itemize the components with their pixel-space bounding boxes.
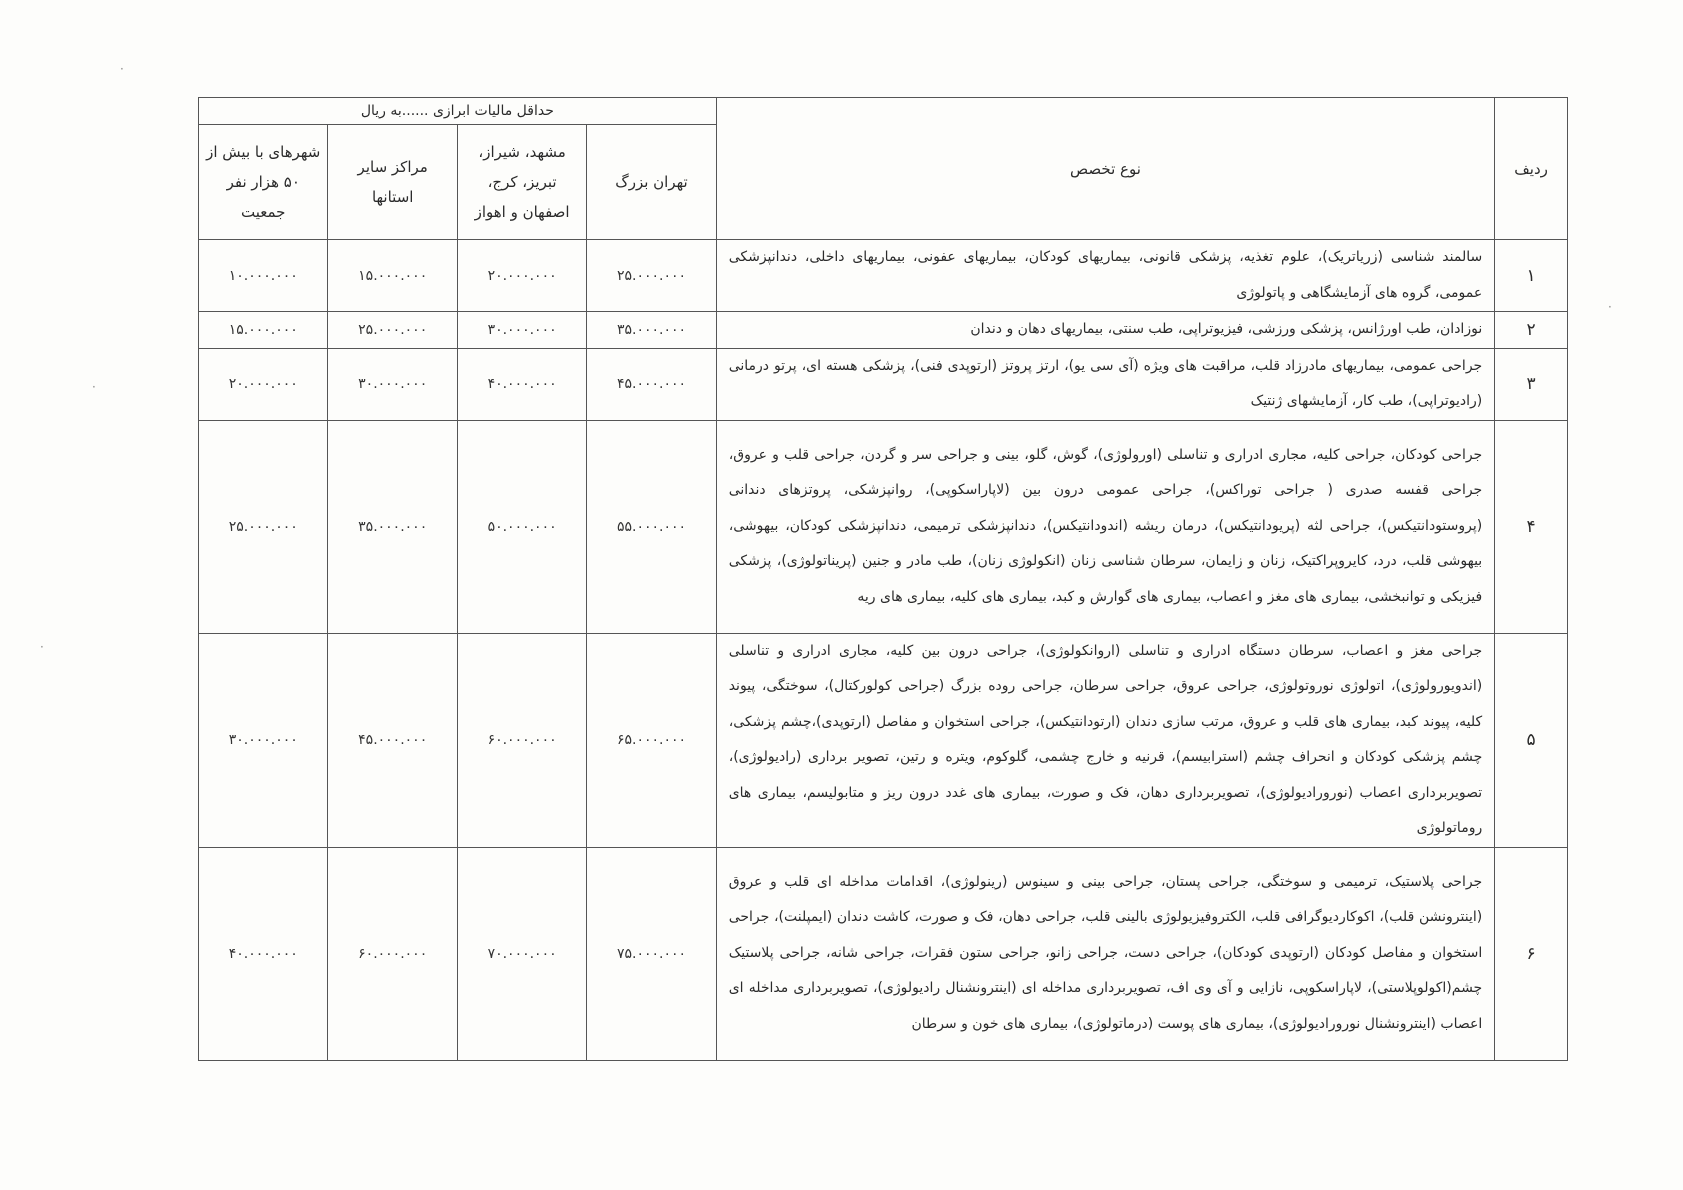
specialty-cell: جراحی مغز و اعصاب، سرطان دستگاه ادراری و تناسلی (اروانکولوژی)، جراحی درون بین کلیه، مجاری ادراری و تناسلی (اندویورولوژی)، اتولوژی نوروتولوژی، جراحی عروق، جراحی سرطان، جراحی روده بزرگ (جراحی کولورکتال)، سوختگی، پیوند کلیه، پیوند کبد، بیماری های قلب و عروق، مرتب سازی دندان (ارتودانتیکس)، جراحی استخوان و مفاصل (ارتوپدی)،چشم پزشکی، چشم پزشکی کودکان و انحراف چشم (استرابیسم)، قرنیه و خارج چشمی، گلوکوم، ویتره و رتین، تصویر برداری (رادیولوژی)، تصویربرداری اعصاب (نورورادیولوژی)، تصویربرداری دهان، فک و صورت، بیماری های غدد درون ریز و متابولیسم، بیماری های روماتولوژی	[716, 633, 1495, 847]
amount-cities-50k: ۱۵.۰۰۰.۰۰۰	[199, 312, 328, 349]
amount-cities-50k: ۲۰.۰۰۰.۰۰۰	[199, 348, 328, 420]
amount-cities-50k: ۴۰.۰۰۰.۰۰۰	[199, 847, 328, 1060]
row-number: ۲	[1495, 312, 1568, 349]
amount-tehran: ۳۵.۰۰۰.۰۰۰	[587, 312, 716, 349]
amount-tehran: ۲۵.۰۰۰.۰۰۰	[587, 240, 716, 312]
scan-speck: ·	[92, 380, 96, 394]
amount-provincial-centers: ۳۰.۰۰۰.۰۰۰	[328, 348, 457, 420]
table-row	[199, 348, 1568, 420]
header-provincial-centers: مراکز سایر استانها	[328, 125, 457, 240]
row-number: ۳	[1495, 348, 1568, 420]
amount-major-cities: ۷۰.۰۰۰.۰۰۰	[457, 847, 586, 1060]
header-specialty: نوع تخصص	[716, 98, 1495, 240]
header-major-cities: مشهد، شیراز، تبریز، کرج، اصفهان و اهواز	[457, 125, 586, 240]
header-tehran: تهران بزرگ	[587, 125, 716, 240]
amount-cities-50k: ۲۵.۰۰۰.۰۰۰	[199, 420, 328, 633]
amount-major-cities: ۴۰.۰۰۰.۰۰۰	[457, 348, 586, 420]
table-row	[199, 420, 1568, 633]
header-row-top	[199, 98, 1568, 125]
table-row	[199, 312, 1568, 349]
specialty-cell: سالمند شناسی (زریاتریک)، علوم تغذیه، پزشکی قانونی، بیماریهای کودکان، بیماریهای عفونی، بیماریهای داخلی، دندانپزشکی عمومی، گروه های آزمایشگاهی و پاتولوژی	[716, 240, 1495, 312]
amount-provincial-centers: ۴۵.۰۰۰.۰۰۰	[328, 633, 457, 847]
table-row	[199, 633, 1568, 847]
specialty-cell: جراحی پلاستیک، ترمیمی و سوختگی، جراحی پستان، جراحی بینی و سینوس (رینولوژی)، اقدامات مداخله ای قلب و عروق (اینترونشن قلب)، اکوکاردیوگرافی قلب، الکتروفیزیولوژی بالینی قلب، جراحی دهان، فک و صورت، کاشت دندان (ایمپلنت)، جراحی استخوان و مفاصل کودکان (ارتوپدی کودکان)، جراحی دست، جراحی زانو، جراحی ستون فقرات، جراحی شانه، جراحی پلاستیک چشم(اکولوپلاستی)، لاپاراسکوپی، نازایی و آی وی اف، تصویربرداری مداخله ای (اینترونشنال رادیولوژی)، تصویربرداری مداخله ای اعصاب (اینترونشنال نورورادیولوژی)، بیماری های پوست (درماتولوژی)، بیماری های خون و سرطان	[716, 847, 1495, 1060]
tax-table	[198, 97, 1568, 1061]
amount-cities-50k: ۱۰.۰۰۰.۰۰۰	[199, 240, 328, 312]
scan-speck: ·	[1608, 300, 1612, 314]
amount-provincial-centers: ۳۵.۰۰۰.۰۰۰	[328, 420, 457, 633]
amount-tehran: ۵۵.۰۰۰.۰۰۰	[587, 420, 716, 633]
amount-tehran: ۶۵.۰۰۰.۰۰۰	[587, 633, 716, 847]
scan-speck: ·	[40, 640, 44, 654]
table-row	[199, 240, 1568, 312]
amount-major-cities: ۶۰.۰۰۰.۰۰۰	[457, 633, 586, 847]
row-number: ۴	[1495, 420, 1568, 633]
row-number: ۶	[1495, 847, 1568, 1060]
row-number: ۱	[1495, 240, 1568, 312]
amount-major-cities: ۳۰.۰۰۰.۰۰۰	[457, 312, 586, 349]
specialty-cell: جراحی عمومی، بیماریهای مادرزاد قلب، مراقبت های ویژه (آی سی یو)، ارتز پروتز (ارتوپدی فنی)، پزشکی هسته ای، پرتو درمانی (رادیوتراپی)، طب کار، آزمایشهای ژنتیک	[716, 348, 1495, 420]
amount-provincial-centers: ۱۵.۰۰۰.۰۰۰	[328, 240, 457, 312]
amount-provincial-centers: ۶۰.۰۰۰.۰۰۰	[328, 847, 457, 1060]
amount-provincial-centers: ۲۵.۰۰۰.۰۰۰	[328, 312, 457, 349]
row-number: ۵	[1495, 633, 1568, 847]
amount-tehran: ۴۵.۰۰۰.۰۰۰	[587, 348, 716, 420]
header-group-tax: حداقل مالیات ابرازی ......به ریال	[199, 98, 717, 125]
amount-major-cities: ۲۰.۰۰۰.۰۰۰	[457, 240, 586, 312]
amount-major-cities: ۵۰.۰۰۰.۰۰۰	[457, 420, 586, 633]
amount-tehran: ۷۵.۰۰۰.۰۰۰	[587, 847, 716, 1060]
table-row	[199, 847, 1568, 1060]
scan-speck: ·	[120, 62, 124, 76]
specialty-cell: نوزادان، طب اورژانس، پزشکی ورزشی، فیزیوتراپی، طب سنتی، بیماریهای دهان و دندان	[716, 312, 1495, 349]
header-row-no: ردیف	[1495, 98, 1568, 240]
header-cities-50k: شهرهای با بیش از ۵۰ هزار نفر جمعیت	[199, 125, 328, 240]
specialty-cell: جراحی کودکان، جراحی کلیه، مجاری ادراری و تناسلی (اورولوژی)، گوش، گلو، بینی و جراحی سر و گردن، جراحی قلب و عروق، جراحی قفسه صدری ( جراحی توراکس)، جراحی عمومی درون بین (لاپاراسکوپی)، روانپزشکی، پروتزهای دندانی (پروستودانتیکس)، جراحی لثه (پریودانتیکس)، درمان ریشه (اندودانتیکس)، دندانپزشکی ترمیمی، دندانپزشکی کودکان، بیهوشی، بیهوشی قلب، درد، کایروپراکتیک، زنان و زایمان، سرطان شناسی زنان (انکولوژی زنان)، طب مادر و جنین (پریناتولوژی)، پزشکی فیزیکی و توانبخشی، بیماری های مغز و اعصاب، بیماری های گوارش و کبد، بیماری های کلیه، بیماری های ریه	[716, 420, 1495, 633]
amount-cities-50k: ۳۰.۰۰۰.۰۰۰	[199, 633, 328, 847]
